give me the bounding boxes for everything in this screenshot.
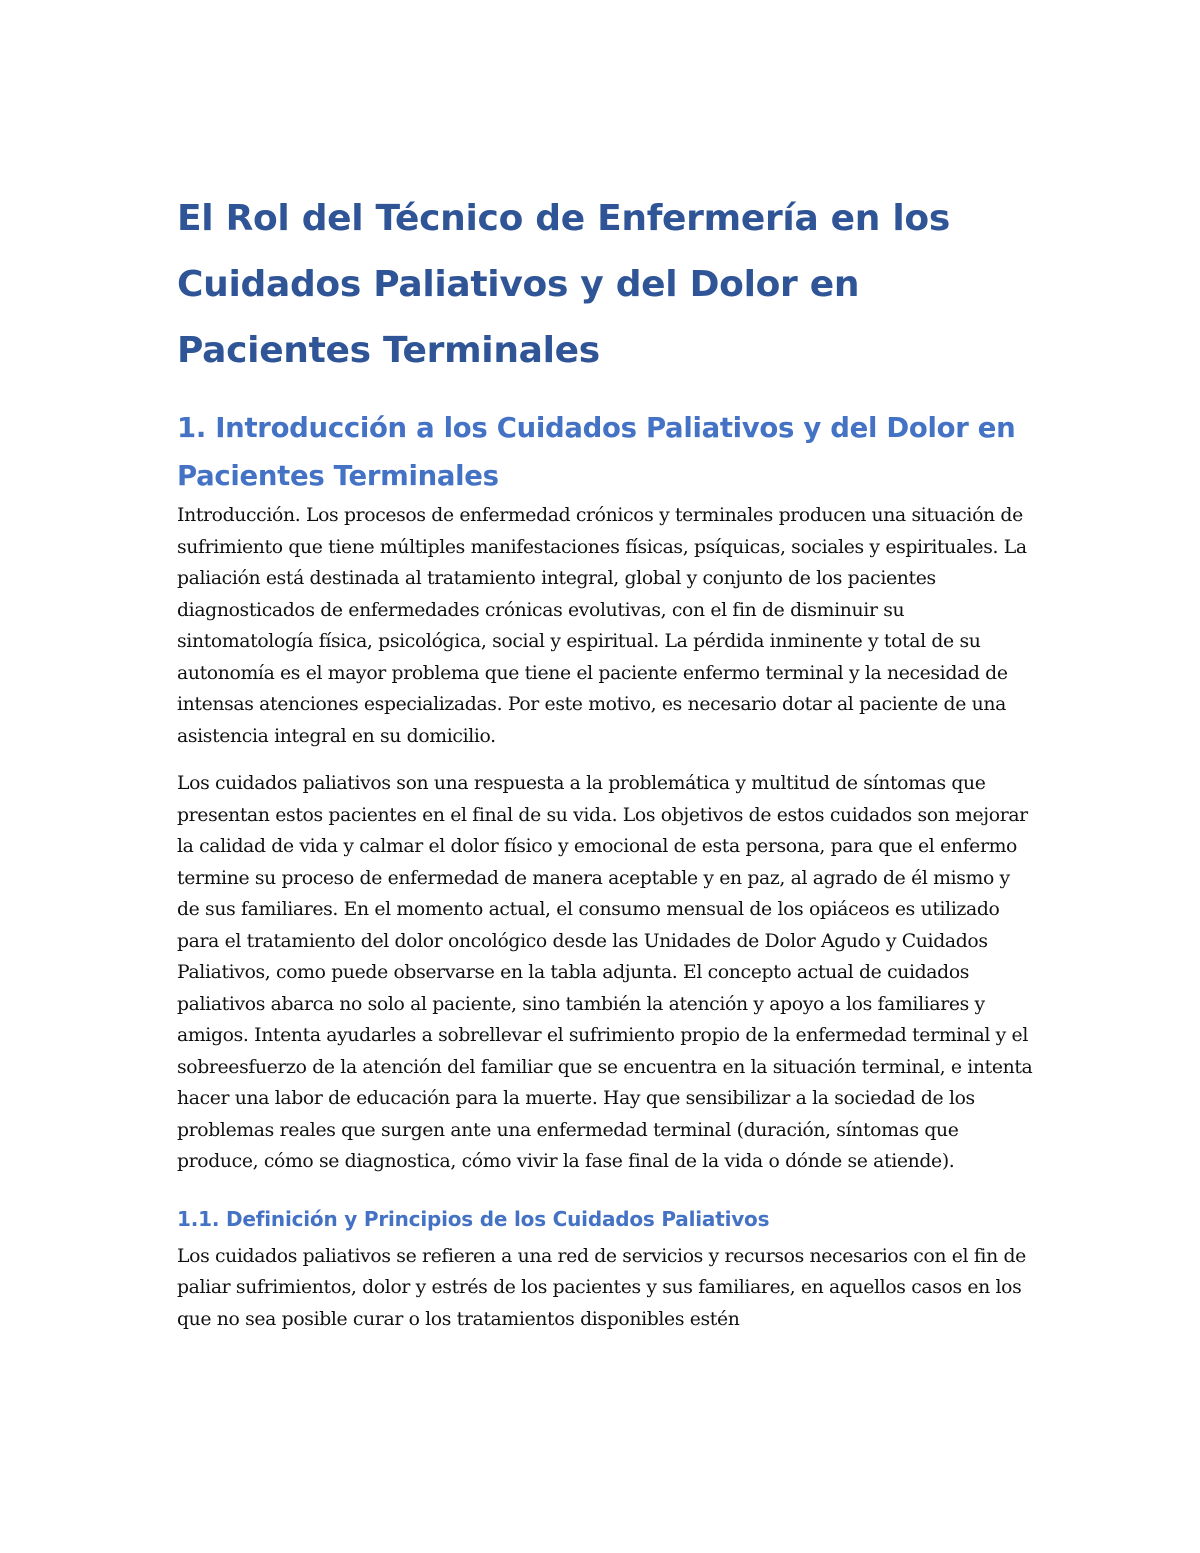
subsection-heading-definicion: 1.1. Definición y Principios de los Cuidados Paliativos [177,1206,770,1231]
paragraph-cuidados-paliativos: Los cuidados paliativos son una respuesta a la problemática y multitud de síntomas que presentan estos pacientes en el final de su vida. Los objetivos de estos cuidados son mejorar la calidad de vida y calmar el dolor físico y emocional de esta persona, para que el enfermo termine su proceso de enfermedad de manera aceptable y en paz, al agrado de él mismo y de sus familiares. En el momento actual, el consumo mensual de los opiáceos es utilizado para el tratamiento del dolor oncológico desde las Unidades de Dolor Agudo y Cuidados Paliativos, como puede observarse en la tabla adjunta. El concepto actual de cuidados paliativos abarca no solo al paciente, sino también la atención y apoyo a los familiares y amigos. Intenta ayudarles a sobrellevar el sufrimiento propio de la enfermedad terminal y el sobreesfuerzo de la atención del familiar que se encuentra en la situación terminal, e intenta hacer una labor de educación para la muerte. Hay que sensibilizar a la sociedad de los problemas reales que surgen ante una enfermedad terminal (duración, síntomas que produce, cómo se diagnostica, cómo vivir la fase final de la vida o dónde se atiende). [177,773,1033,1172]
paragraph-definicion: Los cuidados paliativos se refieren a una red de servicios y recursos necesarios con el fin de paliar sufrimientos, dolor y estrés de los pacientes y sus familiares, en aquellos casos en los que no sea posible curar o los tratamientos disponibles estén [177,1245,1026,1330]
paragraph-introduction: Introducción. Los procesos de enfermedad crónicos y terminales producen una situación de sufrimiento que tiene múltiples manifestaciones físicas, psíquicas, sociales y espirituales. La paliación está destinada al tratamiento integral, global y conjunto de los pacientes diagnosticados de enfermedades crónicas evolutivas, con el fin de disminuir su sintomatología física, psicológica, social y espiritual. La pérdida inminente y total de su autonomía es el mayor problema que tiene el paciente enfermo terminal y la necesidad de intensas atenciones especializadas. Por este motivo, es necesario dotar al paciente de una asistencia integral en su domicilio. [177,505,1027,747]
document-title: El Rol del Técnico de Enfermería en los Cuidados Paliativos y del Dolor en Pacientes Terminales [177,198,950,371]
document-body [177,186,1037,1335]
section-heading-introduction: 1. Introducción a los Cuidados Paliativos y del Dolor en Pacientes Terminales [177,412,1016,492]
